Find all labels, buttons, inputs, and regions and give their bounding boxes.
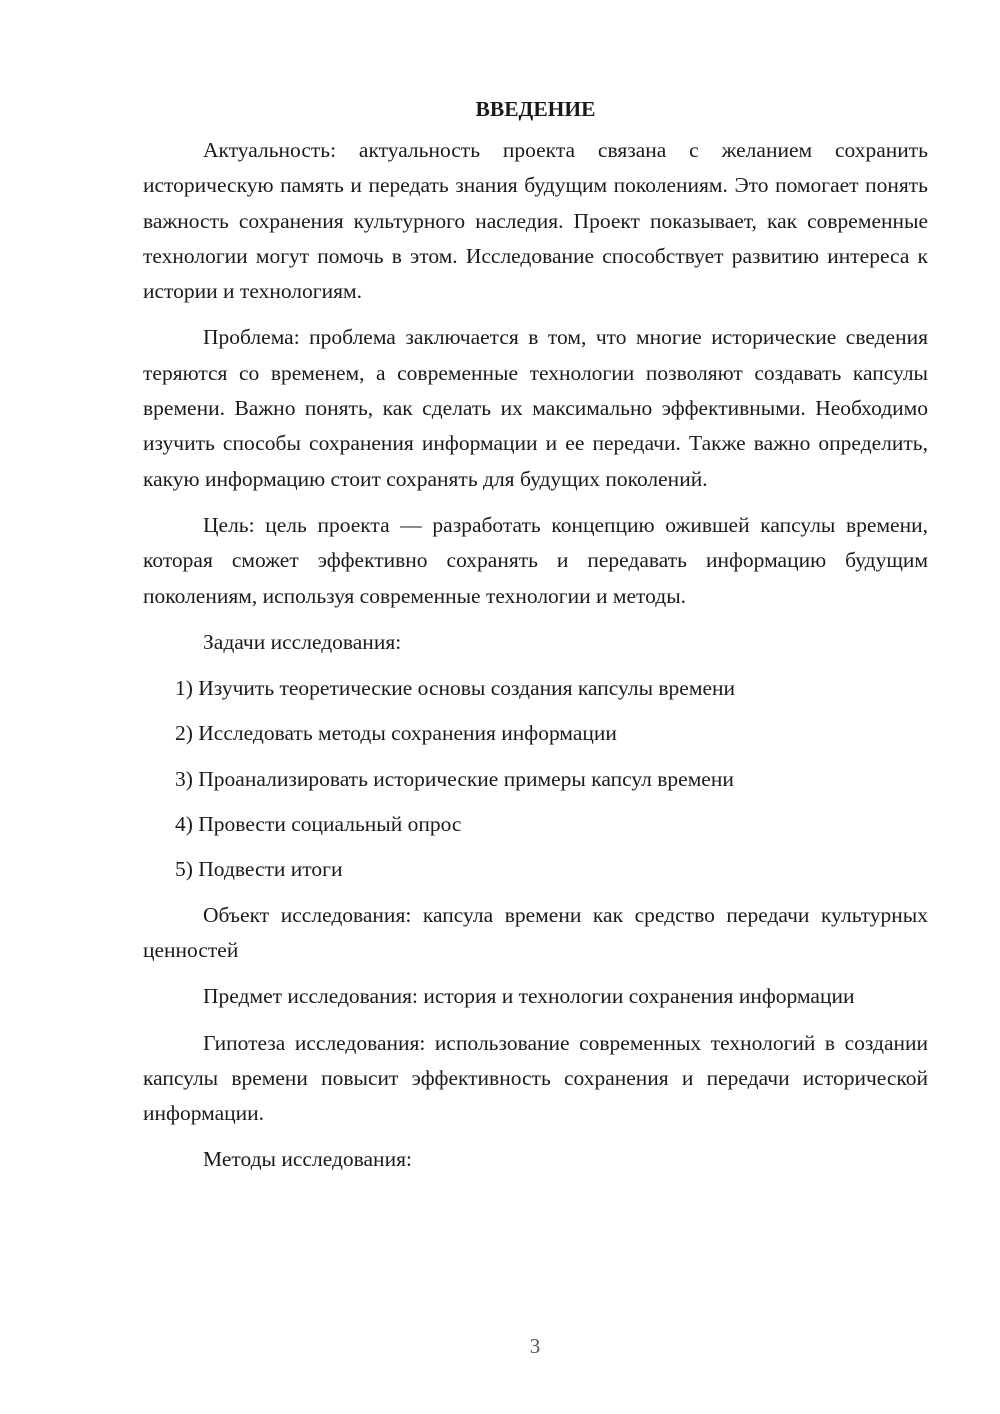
tasks-list: [143, 671, 928, 887]
goal-paragraph: Цель: цель проекта — разработать концепцию ожившей капсулы времени, которая сможет эффективно сохранять и передавать информацию будущим поколениям, используя современные технологии и методы.: [143, 512, 928, 608]
page-number: 3: [529, 1334, 541, 1358]
list-item: 3) Проанализировать исторические примеры капсул времени: [175, 766, 734, 791]
page-title: ВВЕДЕНИЕ: [475, 97, 596, 121]
subject-paragraph: Предмет исследования: история и технологии сохранения информации: [203, 984, 855, 1009]
methods-heading: Методы исследования:: [203, 1147, 412, 1172]
page-content: [143, 92, 928, 1189]
list-item: 4) Провести социальный опрос: [175, 812, 462, 837]
hypothesis-paragraph: Гипотеза исследования: использование современных технологий в создании капсулы времени повысит эффективность сохранения и передачи исторической информации.: [143, 1030, 928, 1126]
list-item: 5) Подвести итоги: [175, 857, 343, 882]
list-item: 1) Изучить теоретические основы создания капсулы времени: [175, 676, 735, 701]
relevance-paragraph: Актуальность: актуальность проекта связана с желанием сохранить историческую память и передать знания будущим поколениям. Это помогает понять важность сохранения культурного наследия. Проект показывает, как современные технологии могут помочь в этом. Исследование способствует развитию интереса к истории и технологиям.: [143, 138, 928, 304]
list-item: 2) Исследовать методы сохранения информации: [175, 721, 617, 746]
object-paragraph: Объект исследования: капсула времени как средство передачи культурных ценностей: [143, 902, 928, 962]
tasks-heading: Задачи исследования:: [203, 629, 402, 654]
problem-paragraph: Проблема: проблема заключается в том, что многие исторические сведения теряются со временем, а современные технологии позволяют создавать капсулы времени. Важно понять, как сделать их максимально эффективными. Необходимо изучить способы сохранения информации и ее передачи. Также важно определить, какую информацию стоит сохранять для будущих поколений.: [143, 325, 928, 491]
